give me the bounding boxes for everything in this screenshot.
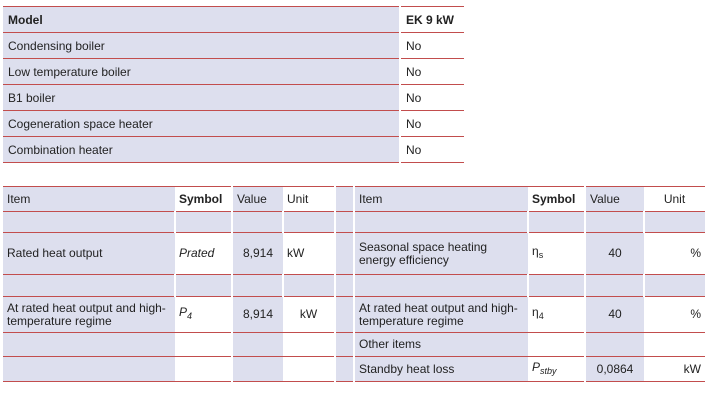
- table-row: [3, 111, 464, 137]
- row-value-cogeneration: No: [400, 111, 464, 137]
- table-row: [3, 233, 705, 275]
- at-rated-output-left-label: At rated heat output and high-temperature regime: [3, 297, 175, 333]
- header-unit-left: Unit: [283, 187, 335, 212]
- spacer-cell: [528, 275, 585, 297]
- spacer-cell: [528, 212, 585, 233]
- header-symbol-right: Symbol: [528, 187, 585, 212]
- column-gap: [335, 212, 354, 233]
- model-header-row: [3, 7, 464, 33]
- rated-heat-output-value: 8,914: [232, 233, 283, 275]
- symbol-sub: 4: [187, 311, 193, 321]
- header-value-right: Value: [585, 187, 644, 212]
- column-gap: [335, 333, 354, 357]
- row-label-low-temperature-boiler: Low temperature boiler: [3, 59, 400, 85]
- spacer-cell: [3, 275, 175, 297]
- column-gap: [335, 297, 354, 333]
- table-row: [3, 333, 705, 357]
- row-label-combination-heater: Combination heater: [3, 137, 400, 163]
- at-rated-output-right-unit: %: [644, 297, 705, 333]
- column-gap: [335, 357, 354, 382]
- at-rated-output-left-value: 8,914: [232, 297, 283, 333]
- spacer-row: [3, 275, 705, 297]
- spacer-cell: [585, 212, 644, 233]
- seasonal-efficiency-label: Seasonal space heating energy efficiency: [354, 233, 528, 275]
- header-unit-right: Unit: [644, 187, 705, 212]
- column-gap: [335, 275, 354, 297]
- row-value-condensing-boiler: No: [400, 33, 464, 59]
- empty-cell: [175, 333, 232, 357]
- empty-cell: [528, 333, 585, 357]
- empty-cell: [585, 333, 644, 357]
- spacer-cell: [283, 212, 335, 233]
- symbol-main: P: [179, 305, 188, 319]
- row-value-low-temperature-boiler: No: [400, 59, 464, 85]
- parameter-header-row: [3, 187, 705, 212]
- header-symbol-left: Symbol: [175, 187, 232, 212]
- standby-heat-loss-symbol: [528, 357, 585, 382]
- parameter-table: [3, 186, 705, 382]
- at-rated-output-left-unit: kW: [283, 297, 335, 333]
- header-value-left: Value: [232, 187, 283, 212]
- column-gap: [335, 233, 354, 275]
- at-rated-output-left-symbol: [175, 297, 232, 333]
- empty-cell: [644, 333, 705, 357]
- standby-heat-loss-unit: kW: [644, 357, 705, 382]
- spacer-cell: [354, 212, 528, 233]
- empty-cell: [232, 357, 283, 382]
- table-row: [3, 357, 705, 382]
- row-value-b1-boiler: No: [400, 85, 464, 111]
- spacer-cell: [232, 212, 283, 233]
- empty-cell: [3, 357, 175, 382]
- spacer-cell: [354, 275, 528, 297]
- spacer-cell: [232, 275, 283, 297]
- row-label-cogeneration: Cogeneration space heater: [3, 111, 400, 137]
- row-value-combination-heater: No: [400, 137, 464, 163]
- spacer-cell: [644, 275, 705, 297]
- spacer-row: [3, 212, 705, 233]
- column-gap: [335, 187, 354, 212]
- rated-heat-output-unit: kW: [283, 233, 335, 275]
- empty-cell: [283, 333, 335, 357]
- empty-cell: [175, 357, 232, 382]
- seasonal-efficiency-unit: %: [644, 233, 705, 275]
- symbol-main: η: [532, 244, 539, 258]
- empty-cell: [3, 333, 175, 357]
- table-row: [3, 59, 464, 85]
- standby-heat-loss-label: Standby heat loss: [354, 357, 528, 382]
- spacer-cell: [3, 212, 175, 233]
- table-row: [3, 85, 464, 111]
- header-item-right: Item: [354, 187, 528, 212]
- rated-heat-output-label: Rated heat output: [3, 233, 175, 275]
- at-rated-output-right-symbol: [528, 297, 585, 333]
- rated-heat-output-symbol: Prated: [175, 233, 232, 275]
- empty-cell: [232, 333, 283, 357]
- spacer-cell: [585, 275, 644, 297]
- row-label-condensing-boiler: Condensing boiler: [3, 33, 400, 59]
- symbol-main: η: [532, 305, 539, 319]
- model-header-label: Model: [3, 7, 400, 33]
- table-row: [3, 137, 464, 163]
- header-item-left: Item: [3, 187, 175, 212]
- seasonal-efficiency-symbol: [528, 233, 585, 275]
- spacer-cell: [283, 275, 335, 297]
- symbol-sub: s: [538, 250, 544, 260]
- at-rated-output-right-value: 40: [585, 297, 644, 333]
- spacer-cell: [175, 212, 232, 233]
- model-header-value: EK 9 kW: [400, 7, 464, 33]
- symbol-main: P: [532, 359, 541, 374]
- symbol-sub: stby: [540, 365, 557, 376]
- seasonal-efficiency-value: 40: [585, 233, 644, 275]
- spacer-cell: [175, 275, 232, 297]
- table-row: [3, 33, 464, 59]
- symbol-sub: 4: [538, 311, 544, 321]
- model-table: [3, 6, 464, 163]
- row-label-b1-boiler: B1 boiler: [3, 85, 400, 111]
- spacer-cell: [644, 212, 705, 233]
- table-row: [3, 297, 705, 333]
- other-items-label: Other items: [354, 333, 528, 357]
- at-rated-output-right-label: At rated heat output and high-temperature regime: [354, 297, 528, 333]
- standby-heat-loss-value: 0,0864: [585, 357, 644, 382]
- empty-cell: [283, 357, 335, 382]
